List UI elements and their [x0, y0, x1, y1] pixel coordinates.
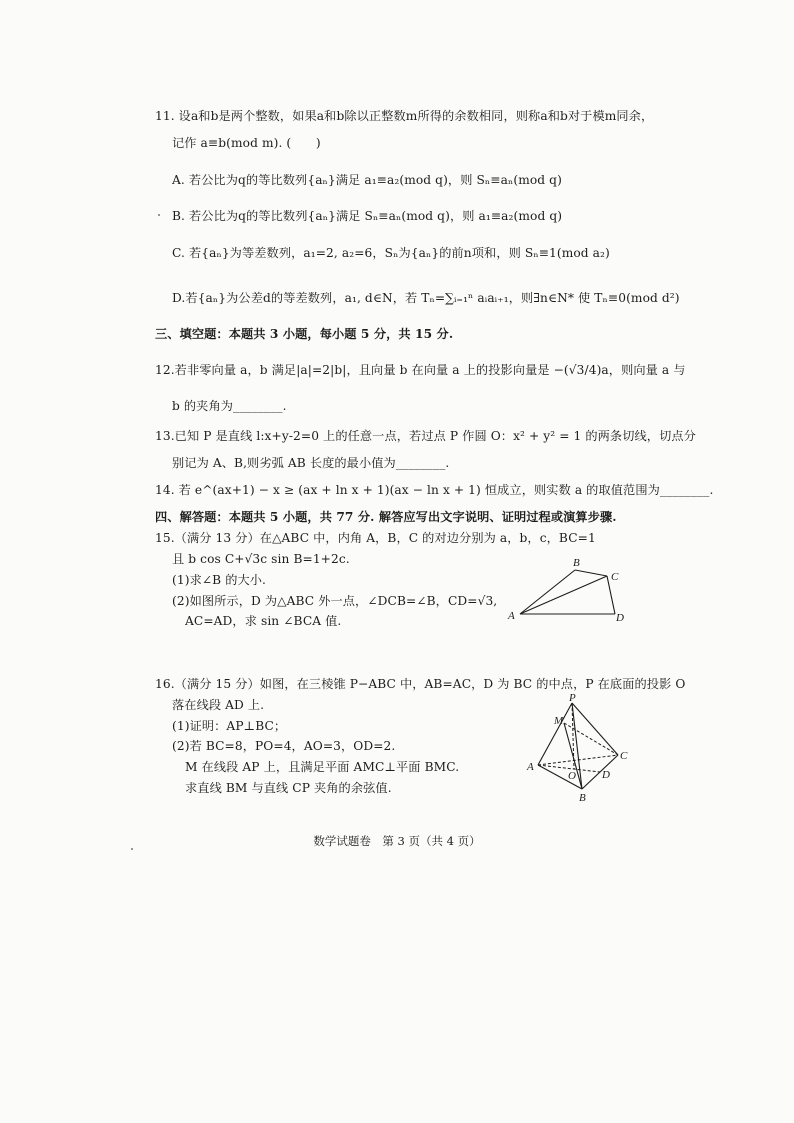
q11-stem-line2: 记作 a≡b(mod m). ( ) — [172, 136, 321, 150]
scan-speck — [131, 848, 133, 850]
q16-label-m: M — [554, 715, 564, 727]
q16-label-a: A — [527, 761, 534, 773]
q13-line1: 13.已知 P 是直线 l:x+y-2=0 上的任意一点，若过点 P 作圆 O：x² + y² = 1 的两条切线，切点分 — [155, 429, 696, 443]
q15-part2b: AC=AD，求 sin ∠BCA 值. — [185, 614, 342, 628]
q12-line2: b 的夹角为________. — [172, 399, 287, 413]
q11-option-b: B. 若公比为q的等比数列{aₙ}满足 Sₙ≡aₙ(mod q)，则 a₁≡a₂(mod q) — [172, 209, 563, 223]
q16-label-c: C — [620, 750, 628, 762]
q11-option-d: D.若{aₙ}为公差d的等差数列，a₁, d∈N，若 Tₙ=∑ᵢ₌₁ⁿ aᵢaᵢ₊₁，则∃n∈N* 使 Tₙ≡0(mod d²) — [172, 291, 680, 305]
q16-label-b: B — [579, 792, 586, 804]
q11-option-c: C. 若{aₙ}为等差数列，a₁=2, a₂=6，Sₙ为{aₙ}的前n项和，则 Sₙ≡1(mod a₂) — [172, 246, 610, 260]
q15-line1: 15.（满分 13 分）在△ABC 中，内角 A，B，C 的对边分别为 a，b，c，BC=1 — [155, 531, 596, 545]
q15-part2: (2)如图所示，D 为△ABC 外一点，∠DCB=∠B，CD=√3, — [172, 594, 498, 608]
q16-line1: 16.（满分 15 分）如图，在三棱锥 P−ABC 中，AB=AC，D 为 BC 的中点，P 在底面的投影 O — [155, 677, 686, 691]
q16-label-o: O — [568, 770, 576, 782]
scan-speck — [158, 214, 160, 216]
q16-label-d: D — [602, 769, 610, 781]
q16-part1: (1)证明：AP⊥BC； — [172, 719, 287, 733]
q15-edge-ab — [520, 570, 575, 614]
q16-part2: (2)若 BC=8，PO=4，AO=3，OD=2. — [172, 739, 396, 753]
q15-label-c: C — [611, 571, 619, 583]
q15-label-a: A — [508, 610, 515, 622]
q14-line1: 14. 若 e^(ax+1) − x ≥ (ax + ln x + 1)(ax − ln x + 1) 恒成立，则实数 a 的取值范围为________. — [155, 483, 714, 497]
q12-line1: 12.若非零向量 a，b 满足|a|=2|b|，且向量 b 在向量 a 上的投影向量是 −(√3/4)a，则向量 a 与 — [155, 363, 686, 377]
q11-stem-line1: 11. 设a和b是两个整数，如果a和b除以正整数m所得的余数相同，则称a和b对于模m同余， — [155, 109, 654, 123]
q15-label-b: B — [573, 557, 580, 569]
q16-edge-pc — [572, 703, 618, 755]
q15-edge-ac — [520, 576, 607, 614]
q16-label-p: P — [569, 692, 576, 704]
q16-line2: 落在线段 AD 上. — [172, 698, 265, 712]
q15-label-d: D — [616, 612, 624, 624]
q16-part2c: 求直线 BM 与直线 CP 夹角的余弦值. — [185, 781, 392, 795]
section3-title: 三、填空题：本题共 3 小题，每小题 5 分，共 15 分. — [155, 327, 454, 341]
q15-edge-bc — [575, 570, 607, 576]
q16-part2b: M 在线段 AP 上，且满足平面 AMC⊥平面 BMC. — [185, 760, 460, 774]
q15-line2: 且 b cos C+√3c sin B=1+2c. — [172, 552, 350, 566]
q16-edge-mc — [564, 723, 618, 755]
q11-option-a: A. 若公比为q的等比数列{aₙ}满足 a₁≡a₂(mod q)，则 Sₙ≡aₙ(mod q) — [172, 173, 562, 187]
q13-line2: 别记为 A、B,则劣弧 AB 长度的最小值为________. — [172, 456, 450, 470]
q16-pyramid-figure — [522, 693, 632, 805]
q15-triangle-figure — [505, 556, 635, 626]
section4-title: 四、解答题：本题共 5 小题，共 77 分. 解答应写出文字说明、证明过程或演算步骤. — [155, 510, 617, 524]
q15-part1: (1)求∠B 的大小. — [172, 573, 267, 587]
page-footer: 数学试题卷 第 3 页（共 4 页） — [313, 834, 481, 848]
